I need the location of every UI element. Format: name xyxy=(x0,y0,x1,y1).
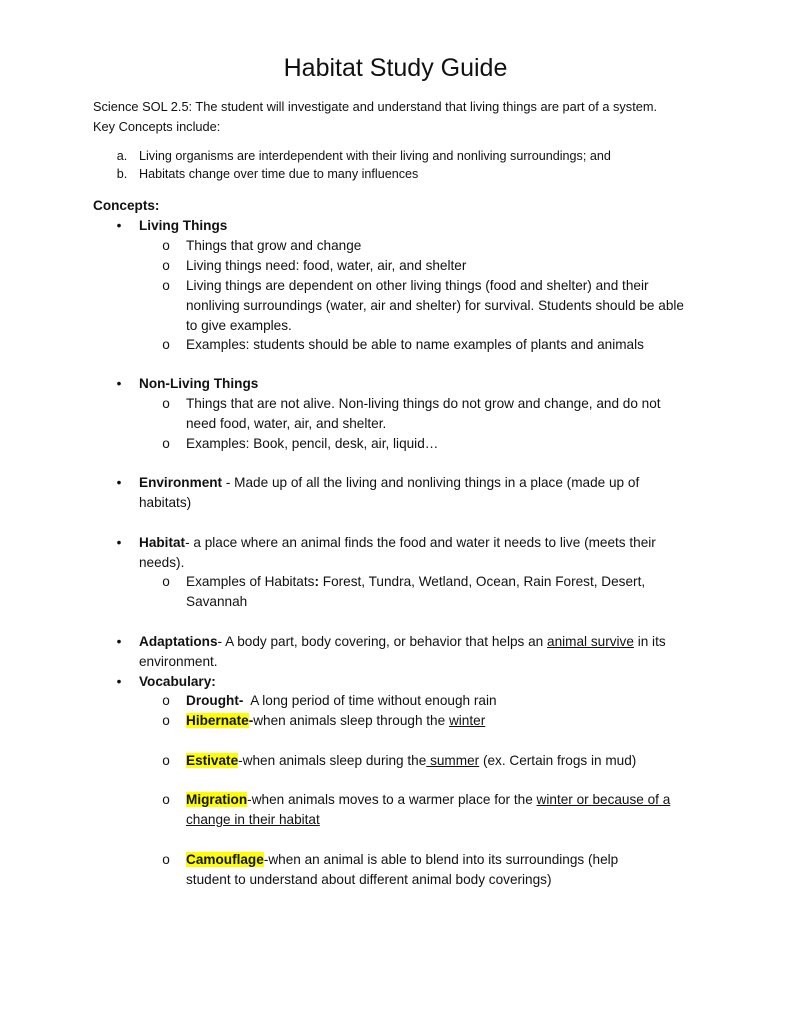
bullet-icon: • xyxy=(116,674,122,689)
list-marker: b. xyxy=(116,167,128,181)
bullet-icon: • xyxy=(116,634,122,649)
underlined-text: winter or because of a change in their habitat xyxy=(186,792,671,827)
living-item-1 xyxy=(162,236,706,256)
living-item-3 xyxy=(162,276,691,335)
key-concept-b xyxy=(116,165,676,183)
item-label: Examples of Habitats xyxy=(186,574,315,589)
vocab-example: (ex. Certain frogs in mud) xyxy=(479,753,637,768)
vocab-term: Drought- xyxy=(186,693,244,708)
sub-bullet-icon: o xyxy=(162,278,170,293)
sub-bullet-icon: o xyxy=(162,436,170,451)
dash: - xyxy=(248,713,254,728)
living-item-2 xyxy=(162,256,706,276)
sub-bullet-icon: o xyxy=(162,693,170,708)
sub-bullet-icon: o xyxy=(162,792,170,807)
concept-non-living-things xyxy=(116,374,259,394)
concept-habitat xyxy=(116,533,684,573)
concept-term: Adaptations xyxy=(139,634,218,649)
underlined-text: summer xyxy=(426,753,480,768)
key-concept-text: Habitats change over time due to many influences xyxy=(139,167,419,181)
concept-vocabulary xyxy=(116,672,216,692)
vocab-definition: -when an animal is able to blend into its surroundings (help student to understand about different animal body coverings) xyxy=(186,852,619,887)
underlined-text: winter xyxy=(448,713,486,728)
concept-definition: - a place where an animal finds the food and water it needs to live (meets their needs). xyxy=(139,535,656,570)
list-marker: a. xyxy=(116,149,128,163)
sub-bullet-icon: o xyxy=(162,258,170,273)
vocab-term: Estivate xyxy=(186,753,239,768)
item-text: Examples: students should be able to name examples of plants and animals xyxy=(186,337,644,352)
vocab-estivate xyxy=(162,751,706,771)
concept-term: Environment xyxy=(139,475,223,490)
key-concept-a xyxy=(116,147,676,165)
concept-term: Habitat xyxy=(139,535,186,550)
sub-bullet-icon: o xyxy=(162,574,170,589)
item-text: Living things need: food, water, air, and shelter xyxy=(186,258,467,273)
page-title: Habitat Study Guide xyxy=(283,54,508,82)
item-text: Living things are dependent on other living things (food and shelter) and their nonliving surroundings (water, air and shelter) for survival. Students should be able to give examples. xyxy=(186,278,684,333)
item-text: Things that grow and change xyxy=(186,238,362,253)
vocab-drought xyxy=(162,691,706,711)
vocab-definition: A long period of time without enough rain xyxy=(243,693,497,708)
concept-term: Living Things xyxy=(139,218,228,233)
sub-bullet-icon: o xyxy=(162,852,170,867)
concept-term: Non-Living Things xyxy=(139,376,259,391)
vocab-camouflage xyxy=(162,850,666,890)
nonliving-item-2 xyxy=(162,434,706,454)
sub-bullet-icon: o xyxy=(162,396,170,411)
concept-definition-end: in its environment. xyxy=(139,634,666,669)
concept-living-things xyxy=(116,216,228,236)
concepts-heading: Concepts: xyxy=(93,198,160,213)
vocab-term: Camouflage xyxy=(186,852,264,867)
vocab-migration xyxy=(162,790,691,830)
item-text: Forest, Tundra, Wetland, Ocean, Rain Forest, Desert, Savannah xyxy=(186,574,646,609)
vocab-hibernate xyxy=(162,711,706,731)
bullet-icon: • xyxy=(116,475,122,490)
underlined-text: animal survive xyxy=(547,634,634,649)
colon: : xyxy=(314,574,319,589)
concept-definition: - A body part, body covering, or behavior that helps an xyxy=(217,634,548,649)
item-text: Things that are not alive. Non-living things do not grow and change, and do not need food, water, air, and shelter. xyxy=(186,396,661,431)
living-item-4 xyxy=(162,335,706,355)
sub-bullet-icon: o xyxy=(162,238,170,253)
vocab-term: Migration xyxy=(186,792,248,807)
vocab-term: Hibernate xyxy=(186,713,249,728)
bullet-icon: • xyxy=(116,535,122,550)
concept-adaptations xyxy=(116,632,704,672)
item-text: Examples: Book, pencil, desk, air, liquid… xyxy=(186,436,439,451)
intro-text: Science SOL 2.5: The student will investigate and understand that living things are part of a system. Key Concepts include: xyxy=(93,99,658,134)
concept-definition: - Made up of all the living and nonliving things in a place (made up of habitats) xyxy=(139,475,640,510)
sub-bullet-icon: o xyxy=(162,337,170,352)
concept-environment xyxy=(116,473,684,513)
vocab-definition: when animals sleep through the xyxy=(253,713,449,728)
nonliving-item-1 xyxy=(162,394,691,434)
concept-term: Vocabulary: xyxy=(139,674,216,689)
key-concept-text: Living organisms are interdependent with their living and nonliving surroundings; and xyxy=(139,149,611,163)
bullet-icon: • xyxy=(116,218,122,233)
sub-bullet-icon: o xyxy=(162,753,170,768)
sub-bullet-icon: o xyxy=(162,713,170,728)
vocab-definition: -when animals moves to a warmer place for the xyxy=(247,792,537,807)
bullet-icon: • xyxy=(116,376,122,391)
habitat-examples xyxy=(162,572,706,612)
vocab-definition: -when animals sleep during the xyxy=(238,753,427,768)
